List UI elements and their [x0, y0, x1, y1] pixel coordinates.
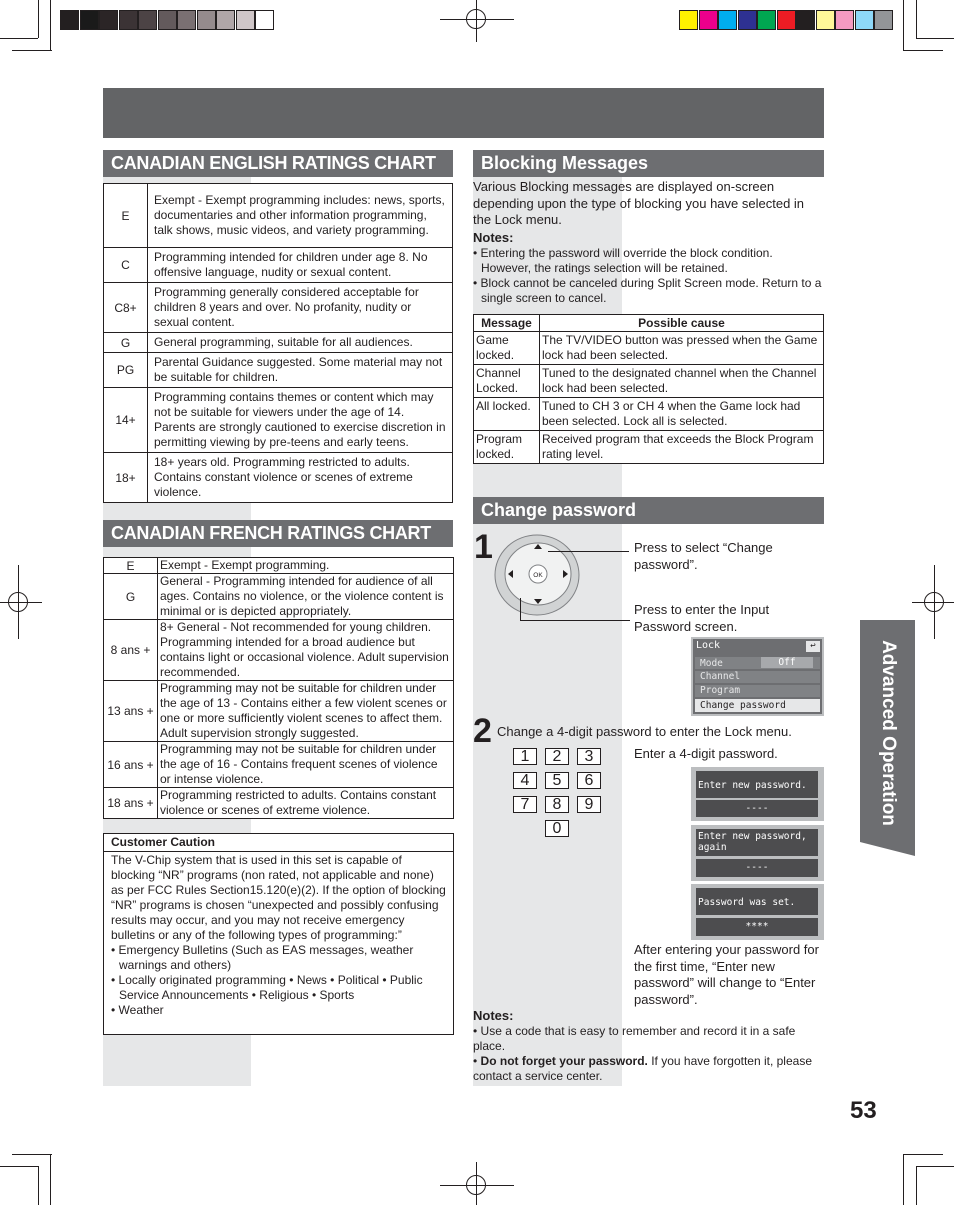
blocking-message: All locked.	[474, 398, 540, 431]
gray-swatch	[177, 10, 196, 30]
french-rating-row	[104, 558, 454, 574]
color-swatch	[718, 10, 737, 30]
english-rating-row	[104, 248, 453, 283]
rating-code: 18 ans +	[104, 788, 158, 819]
blocking-note: • Entering the password will override the block condition. However, the ratings selection will be retained.	[473, 246, 773, 275]
rating-code: 14+	[104, 388, 148, 453]
english-ratings-table	[103, 183, 453, 503]
callout-line-1-vertical	[628, 551, 629, 552]
rating-code: C	[104, 248, 148, 283]
lock-menu-channel[interactable]: Channel	[695, 671, 820, 683]
blocking-row	[474, 398, 824, 431]
gray-swatch	[255, 10, 274, 30]
after-entering-text: After entering your password for the first time, “Enter new password” will change to “Enter password”.	[634, 942, 819, 1007]
key-8[interactable]: 8	[545, 796, 569, 813]
cause-header: Possible cause	[540, 315, 824, 332]
step-2-number: 2	[473, 712, 492, 750]
gray-swatch	[119, 10, 138, 30]
step-2-text: Change a 4-digit password to enter the Lock menu.	[497, 724, 792, 739]
french-rating-row	[104, 742, 454, 788]
note-2-rest: If you have forgotten it, please contact a service center.	[473, 1054, 812, 1083]
blocking-message: Program locked.	[474, 431, 540, 464]
rating-description: General - Programming intended for audience of all ages. Contains no violence, or the violence content is minimal or is depicted appropriately.	[158, 574, 454, 620]
step-1-select-text: Press to select “Change password”.	[634, 540, 773, 572]
color-swatch	[679, 10, 698, 30]
screen-2-title: Enter new password, again	[698, 831, 807, 853]
blocking-cause: Received program that exceeds the Block Program rating level.	[540, 431, 824, 464]
rating-description: Parental Guidance suggested. Some material may not be suitable for children.	[148, 353, 453, 388]
enter-new-password-screen	[691, 767, 824, 821]
rating-code: PG	[104, 353, 148, 388]
english-chart-title: CANADIAN ENGLISH RATINGS CHART	[103, 150, 453, 177]
screen-1-value[interactable]: ----	[745, 803, 769, 814]
lock-menu-program[interactable]: Program	[695, 685, 820, 697]
blocking-row	[474, 332, 824, 365]
header-band	[103, 88, 824, 138]
blocking-row	[474, 365, 824, 398]
rating-code: C8+	[104, 283, 148, 333]
blocking-cause: Tuned to CH 3 or CH 4 when the Game lock had been selected. Lock all is selected.	[540, 398, 824, 431]
color-swatch	[816, 10, 835, 30]
rating-description: 18+ years old. Programming restricted to adults. Contains constant violence or scenes of extreme violence.	[148, 453, 453, 503]
blocking-cause: Tuned to the designated channel when the Channel lock had been selected.	[540, 365, 824, 398]
rating-description: Programming may not be suitable for children under the age of 16 - Contains frequent scenes of violence or intense violence.	[158, 742, 454, 788]
rating-description: Programming generally considered acceptable for children 8 years and over. No profanity, nudity or sexual content.	[148, 283, 453, 333]
rating-description: 8+ General - Not recommended for young children. Programming intended for a broad audience but contains light or occasional violence. Adult supervision recommended.	[158, 620, 454, 681]
screen-3-title: Password was set.	[698, 897, 796, 908]
key-9[interactable]: 9	[577, 796, 601, 813]
rating-code: 18+	[104, 453, 148, 503]
ok-label: OK	[533, 572, 543, 579]
rating-code: 8 ans +	[104, 620, 158, 681]
lock-menu-mode[interactable]: Mode	[700, 658, 723, 669]
french-chart-title: CANADIAN FRENCH RATINGS CHART	[103, 520, 453, 547]
step-1-enter-text: Press to enter the Input Password screen.	[634, 602, 770, 634]
blocking-notes-label: Notes:	[473, 230, 514, 245]
gray-swatch	[99, 10, 118, 30]
rating-code: G	[104, 574, 158, 620]
gray-swatch	[60, 10, 79, 30]
french-rating-row	[104, 681, 454, 742]
blocking-cause: The TV/VIDEO button was pressed when the Game lock had been selected.	[540, 332, 824, 365]
french-rating-row	[104, 788, 454, 819]
color-swatch	[757, 10, 776, 30]
key-7[interactable]: 7	[513, 796, 537, 813]
lock-menu-change-password[interactable]: Change password	[695, 699, 820, 712]
color-swatch	[874, 10, 893, 30]
customer-caution-box	[103, 833, 454, 1035]
callout-line-2	[520, 620, 630, 621]
rating-code: 13 ans +	[104, 681, 158, 742]
rating-description: Programming restricted to adults. Contains constant violence or scenes of extreme violence.	[158, 788, 454, 819]
gray-swatch	[138, 10, 157, 30]
change-password-notes-label: Notes:	[473, 1008, 514, 1023]
caution-bullet: • Locally originated programming • News • Political • Public Service Announcements • Religious • Sports	[111, 973, 423, 1002]
rating-description: Exempt - Exempt programming includes: news, sports, documentaries and other information programming, talk shows, music videos, and variety programming.	[148, 184, 453, 248]
color-swatch	[738, 10, 757, 30]
blocking-message: Channel Locked.	[474, 365, 540, 398]
english-rating-row	[104, 388, 453, 453]
enter-new-password-again-screen	[691, 825, 824, 881]
color-swatch	[699, 10, 718, 30]
message-header: Message	[474, 315, 540, 332]
blocking-intro: Various Blocking messages are displayed on-screen depending upon the type of blocking you have selected in the Lock menu.	[473, 179, 805, 227]
english-rating-row	[104, 333, 453, 353]
key-4[interactable]: 4	[513, 772, 537, 789]
lock-menu-screen	[691, 637, 824, 716]
rating-description: Programming intended for children under age 8. No offensive language, nudity or sexual content.	[148, 248, 453, 283]
blocking-note: • Block cannot be canceled during Split Screen mode. Return to a single screen to cancel.	[473, 276, 822, 305]
key-0[interactable]: 0	[545, 820, 569, 837]
rating-description: Programming contains themes or content which may not be suitable for viewers under the age of 14. Parents are strongly cautioned to exercise discretion in permitting viewing by pre-teens and early teens.	[148, 388, 453, 453]
gray-swatch	[216, 10, 235, 30]
note-2-bold: Do not forget your password.	[480, 1054, 648, 1068]
key-3[interactable]: 3	[577, 748, 601, 765]
back-icon: ↩	[806, 641, 820, 652]
blocking-row	[474, 431, 824, 464]
french-rating-row	[104, 574, 454, 620]
gray-swatch	[236, 10, 255, 30]
rating-code: 16 ans +	[104, 742, 158, 788]
english-rating-row	[104, 353, 453, 388]
caution-bullet: • Emergency Bulletins (Such as EAS messages, weather warnings and others)	[111, 943, 414, 972]
rating-code: G	[104, 333, 148, 353]
color-swatch	[796, 10, 815, 30]
english-rating-row	[104, 184, 453, 248]
key-2[interactable]: 2	[545, 748, 569, 765]
color-swatch	[855, 10, 874, 30]
gray-swatch	[158, 10, 177, 30]
change-password-note-2: • Do not forget your password. If you have forgotten it, please contact a service center.	[473, 1054, 812, 1083]
side-tab-label: Advanced Operation	[877, 639, 899, 826]
blocking-notes	[473, 246, 823, 306]
caution-title: Customer Caution	[104, 834, 453, 852]
callout-line-2-vertical	[520, 598, 521, 620]
rating-description: General programming, suitable for all audiences.	[148, 333, 453, 353]
screen-3-value[interactable]: ****	[745, 921, 769, 932]
caution-body: The V-Chip system that is used in this set is capable of blocking “NR” programs (non rated, not applicable and none) as per FCC Rules Section15.120(e)(2). If the option of blocking “NR” programs is chosen “unexpected and possibly confusing results may occur, and you may not receive emergency bulletins or any of the following types of programming:”	[111, 853, 446, 942]
french-ratings-table	[103, 557, 454, 819]
rating-description: Programming may not be suitable for children under the age of 13 - Contains either a few violent scenes or one or more sufficiently violent scenes to affect them. Adult supervision strongly suggested.	[158, 681, 454, 742]
rating-code: E	[104, 558, 158, 574]
callout-line-1	[548, 551, 628, 552]
change-password-note-1: • Use a code that is easy to remember and record it in a safe place.	[473, 1024, 796, 1053]
english-rating-row	[104, 453, 453, 503]
lock-menu-mode-value[interactable]: Off	[761, 657, 813, 668]
caution-bullet: • Weather	[111, 1003, 164, 1017]
blocking-title: Blocking Messages	[473, 150, 824, 177]
rating-description: Exempt - Exempt programming.	[158, 558, 454, 574]
key-1[interactable]: 1	[513, 748, 537, 765]
blocking-table	[473, 314, 824, 464]
remote-nav-pad-icon	[494, 532, 584, 617]
screen-1-title: Enter new password.	[698, 780, 807, 791]
english-rating-row	[104, 283, 453, 333]
rating-code: E	[104, 184, 148, 248]
change-password-title: Change password	[473, 497, 824, 524]
screen-2-value[interactable]: ----	[745, 862, 769, 873]
page-number: 53	[850, 1097, 877, 1124]
gray-swatch	[80, 10, 99, 30]
password-set-screen	[691, 884, 824, 940]
lock-menu-title: Lock	[696, 640, 721, 651]
color-swatch	[777, 10, 796, 30]
french-rating-row	[104, 620, 454, 681]
step-1-number: 1	[474, 528, 493, 566]
enter-password-text: Enter a 4-digit password.	[634, 746, 778, 761]
key-6[interactable]: 6	[577, 772, 601, 789]
key-5[interactable]: 5	[545, 772, 569, 789]
gray-swatch	[197, 10, 216, 30]
color-swatch	[835, 10, 854, 30]
blocking-message: Game locked.	[474, 332, 540, 365]
